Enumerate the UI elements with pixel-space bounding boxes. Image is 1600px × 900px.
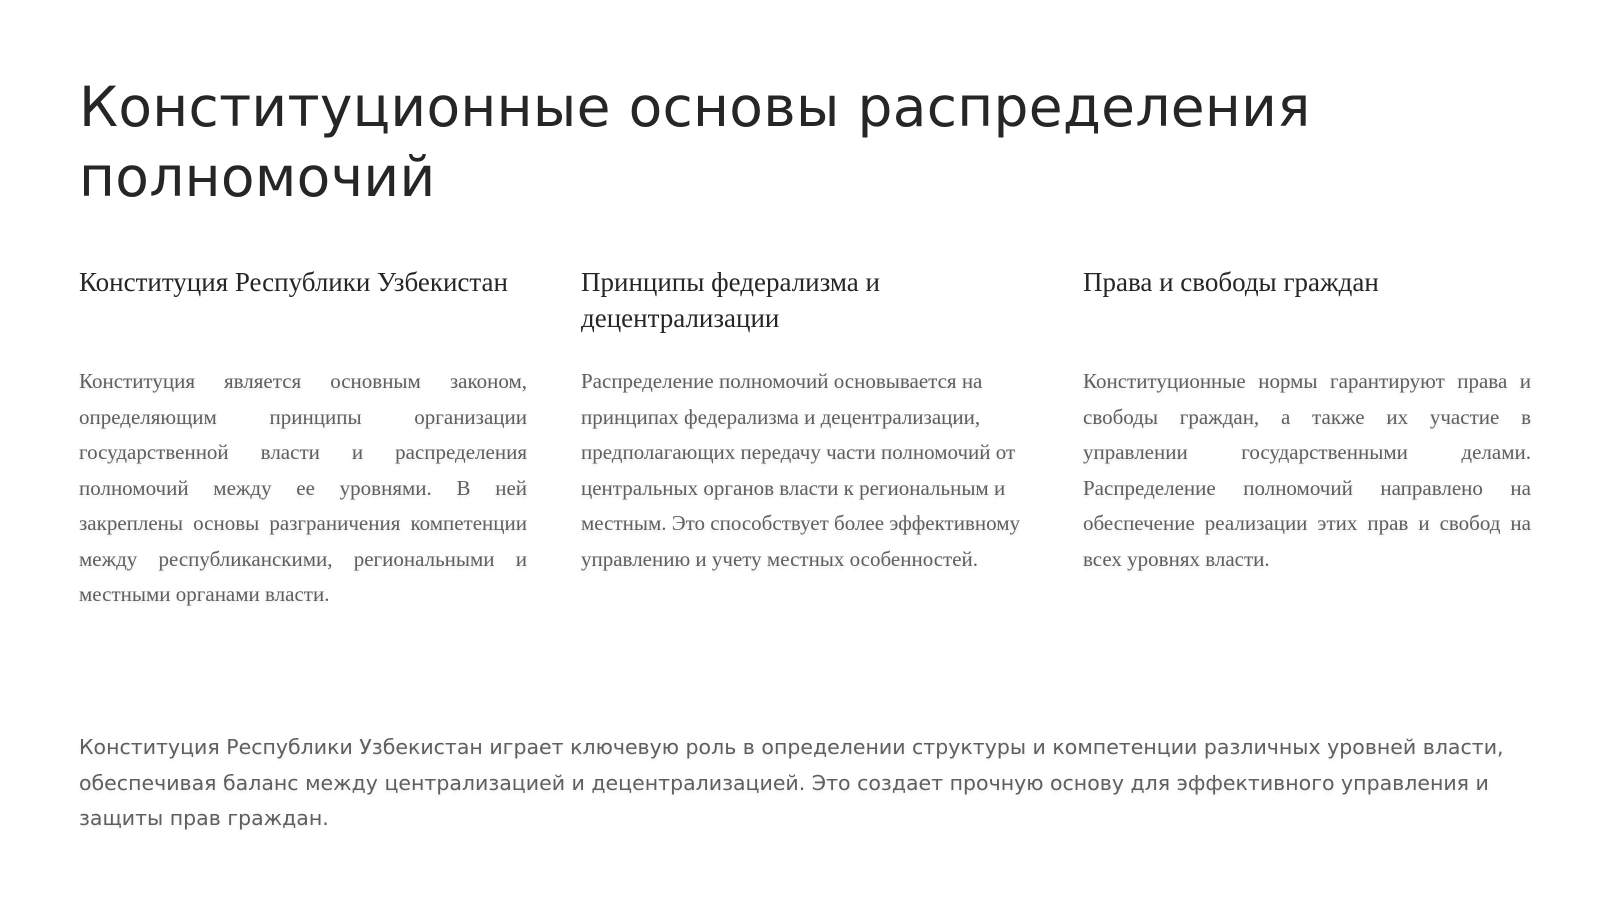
column-heading: Конституция Республики Узбекистан: [79, 267, 508, 297]
columns-section: [79, 264, 1531, 624]
column-body: Конституция является основным законом, определяющим принципы организации государственной власти и распределения полномочий между ее уровнями. В ней закреплены основы разграничения компетенции между республиканскими, региональными и местными органами власти.: [79, 369, 527, 606]
summary-text: Конституция Республики Узбекистан играет ключевую роль в определении структуры и компетенции различных уровней власти, обеспечивая баланс между централизацией и децентрализацией. Это создает прочную основу для эффективного управления и защиты прав граждан.: [79, 735, 1504, 830]
column-body: Распределение полномочий основывается на принципах федерализма и децентрализации, предполагающих передачу части полномочий от центральных органов власти к региональным и местным. Это способствует более эффективному управлению и учету местных особенностей.: [581, 369, 1021, 571]
column-constitution: [79, 264, 527, 613]
column-heading: Права и свободы граждан: [1083, 267, 1379, 297]
column-heading: Принципы федерализма и децентрализации: [581, 267, 880, 333]
column-rights: [1083, 264, 1531, 577]
page-title: Конституционные основы распределения полномочий: [79, 75, 1311, 209]
column-body: Конституционные нормы гарантируют права и свободы граждан, а также их участие в управлении государственными делами. Распределение полномочий направлено на обеспечение реализации этих прав и свобод на всех уровнях власти.: [1083, 369, 1531, 571]
column-federalism: [581, 264, 1029, 577]
